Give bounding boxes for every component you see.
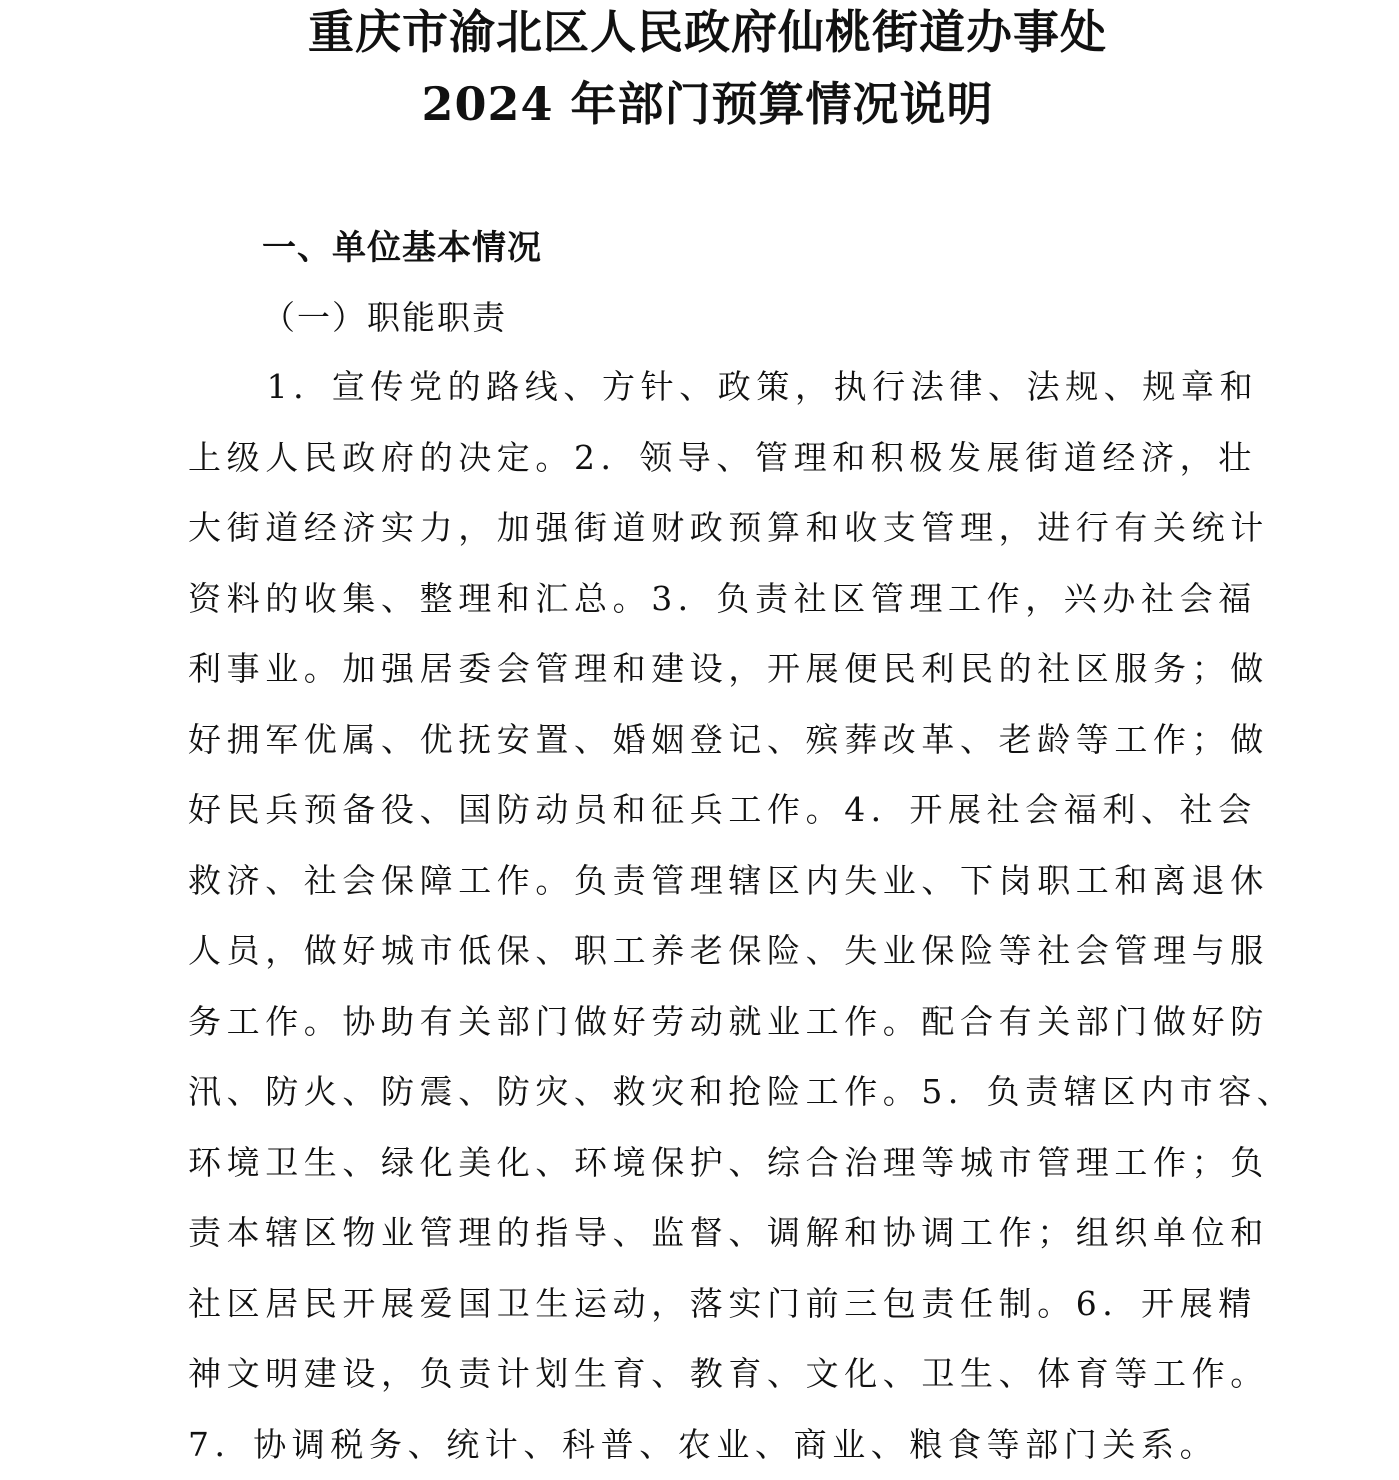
- paragraph-line: 上级人民政府的决定。2．领导、管理和积极发展街道经济，壮: [188, 423, 1268, 494]
- paragraph-line: 1．宣传党的路线、方针、政策，执行法律、法规、规章和: [188, 352, 1268, 423]
- paragraph-line: 好民兵预备役、国防动员和征兵工作。4．开展社会福利、社会: [188, 775, 1268, 846]
- subsection-heading-functions: （一）职能职责: [262, 290, 507, 346]
- paragraph-line: 7．协调税务、统计、科普、农业、商业、粮食等部门关系。: [188, 1410, 1268, 1480]
- paragraph-line: 利事业。加强居委会管理和建设，开展便民利民的社区服务；做: [188, 634, 1268, 705]
- paragraph-line: 务工作。协助有关部门做好劳动就业工作。配合有关部门做好防: [188, 987, 1268, 1058]
- paragraph-line: 救济、社会保障工作。负责管理辖区内失业、下岗职工和离退休: [188, 846, 1268, 917]
- document-title-line-1: 重庆市渝北区人民政府仙桃街道办事处: [8, 2, 1399, 62]
- section-heading-basic-info: 一、单位基本情况: [262, 220, 542, 276]
- paragraph-line: 责本辖区物业管理的指导、监督、调解和协调工作；组织单位和: [188, 1198, 1268, 1269]
- paragraph-line: 人员，做好城市低保、职工养老保险、失业保险等社会管理与服: [188, 916, 1268, 987]
- paragraph-line: 资料的收集、整理和汇总。3．负责社区管理工作，兴办社会福: [188, 564, 1268, 635]
- paragraph-line: 大街道经济实力，加强街道财政预算和收支管理，进行有关统计: [188, 493, 1268, 564]
- paragraph-line: 社区居民开展爱国卫生运动，落实门前三包责任制。6．开展精: [188, 1269, 1268, 1340]
- document-title-line-2: 2024 年部门预算情况说明: [8, 74, 1399, 134]
- paragraph-line: 环境卫生、绿化美化、环境保护、综合治理等城市管理工作；负: [188, 1128, 1268, 1199]
- paragraph-line: 汛、防火、防震、防灾、救灾和抢险工作。5．负责辖区内市容、: [188, 1057, 1268, 1128]
- functions-body-paragraph: [188, 352, 1268, 1480]
- paragraph-line: 神文明建设，负责计划生育、教育、文化、卫生、体育等工作。: [188, 1339, 1268, 1410]
- paragraph-line: 好拥军优属、优抚安置、婚姻登记、殡葬改革、老龄等工作；做: [188, 705, 1268, 776]
